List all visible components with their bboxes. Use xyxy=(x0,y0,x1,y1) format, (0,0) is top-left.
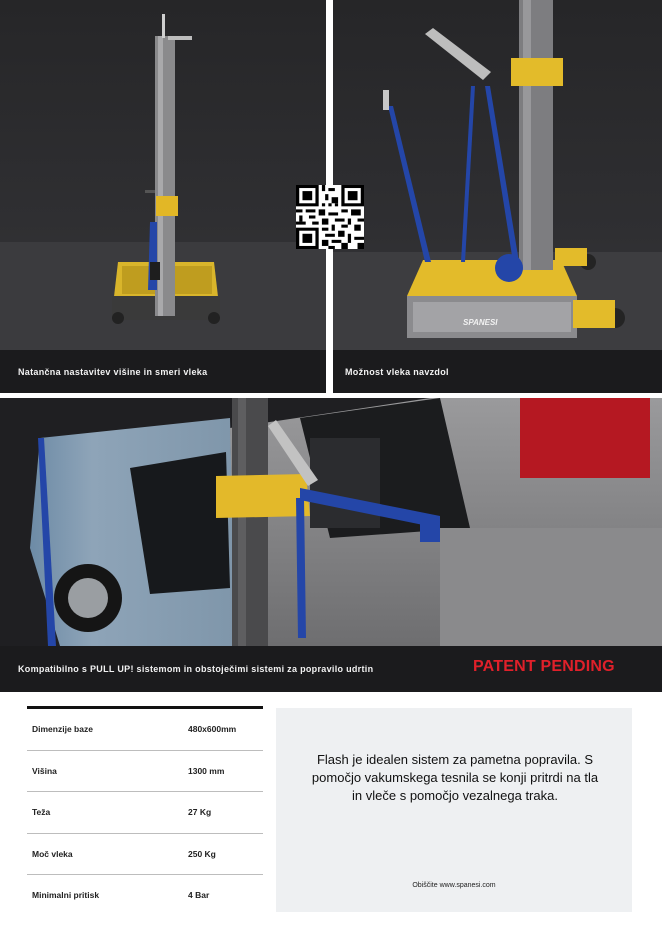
spec-label: Moč vleka xyxy=(32,848,73,859)
tool-pull-down-illustration xyxy=(333,0,662,393)
description-text: Flash je idealen sistem za pametna popravila. S pomočjo vakumskega tesnila se konji pritrdi na tla in vleče s pomočjo vezalnega traka. xyxy=(311,752,599,803)
photo-tool-front xyxy=(0,0,326,393)
spec-label: Minimalni pritisk xyxy=(32,890,100,901)
website-link[interactable]: Obiščite www.spanesi.com xyxy=(412,882,496,889)
tool-front-illustration xyxy=(0,0,326,393)
photo-car-repair xyxy=(0,398,662,646)
caption-pull-down-text: Možnost vleka navzdol xyxy=(345,366,449,377)
caption-pull-down xyxy=(333,350,662,393)
brand-logo: SPANESI xyxy=(463,318,498,327)
spec-label: Teža xyxy=(32,807,51,818)
car-repair-illustration xyxy=(0,398,662,646)
table-row xyxy=(27,875,263,916)
spec-value: 250 Kg xyxy=(188,848,216,859)
spec-label: Dimenzije baze xyxy=(32,724,93,735)
spec-value: 4 Bar xyxy=(188,890,210,901)
photo-tool-pull-down xyxy=(333,0,662,393)
spec-value: 1300 mm xyxy=(188,765,225,776)
specs-table xyxy=(27,706,263,916)
patent-pending-label: PATENT PENDING xyxy=(473,658,615,675)
spec-value: 27 Kg xyxy=(188,807,212,818)
qr-code[interactable] xyxy=(296,185,364,249)
table-row xyxy=(27,709,263,751)
caption-compatibility-text: Kompatibilno s PULL UP! sistemom in obstoječimi sistemi za popravilo udrtin xyxy=(18,664,374,674)
description-box xyxy=(276,708,632,912)
spec-label: Višina xyxy=(32,765,57,776)
spec-value: 480x600mm xyxy=(188,724,237,735)
caption-height-adjust xyxy=(0,350,326,393)
qr-code-icon xyxy=(296,185,364,249)
table-row xyxy=(27,751,263,793)
table-row xyxy=(27,834,263,876)
caption-height-adjust-text: Natančna nastavitev višine in smeri vleka xyxy=(18,366,208,377)
table-row xyxy=(27,792,263,834)
